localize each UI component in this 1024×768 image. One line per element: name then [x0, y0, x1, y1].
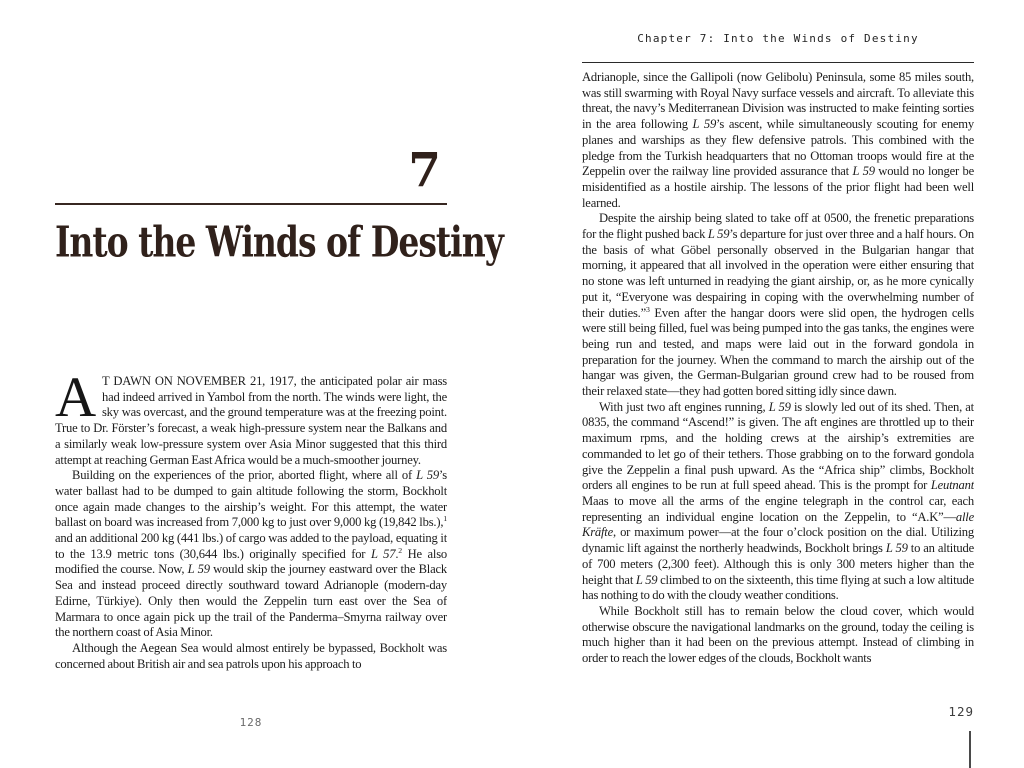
paragraph — [55, 641, 447, 672]
text-segment: L 59 — [416, 468, 439, 483]
text-segment: L 59 — [187, 562, 210, 577]
text-segment: L 59 — [692, 117, 717, 132]
text-segment: Adrianople, since the Gallipoli (now Gelibolu) Peninsula, some 85 miles south, was still swarming with Royal Navy surface vessels and aircraft. To alleviate this threat, the navy’s Mediterranean Division was instructed to make feinting sorties in the area following — [582, 70, 974, 132]
page-corner-rule — [969, 731, 971, 768]
chapter-head — [55, 143, 503, 268]
text-segment: would no longer be misidentified as a hostile airship. The lessons of the prior flight had been well learned. — [582, 164, 974, 210]
text-segment: alle Kräfte — [582, 509, 974, 540]
footnote-marker: 1 — [443, 514, 447, 524]
text-segment: Even after the hangar doors were slid open, the hydrogen cells were still being filled, fuel was being pumped into the gas tanks, the engines were being run and tested, and maps were laid out in the forward gondola in preparation for the journey. When the command to march the airship out of the hangar was given, the German-Bulgarian ground crew had to be roused from their relaxed state—they had gotten bored sitting idly since dawn. — [582, 305, 974, 399]
text-segment: ’s ascent, while simultaneously scouting for enemy planes and warships as they flew defensive patrols. This combined with the pledge from the Turkish headquarters that no Ottoman troops would fire at the Zeppelin over the railway line provided assurance that — [582, 117, 974, 179]
text-segment: He also modified the course. Now, — [55, 546, 447, 577]
text-segment: With just two aft engines running, — [599, 399, 769, 414]
text-segment: Although the Aegean Sea would almost entirely be bypassed, Bockholt was concerned about British air and sea patrols upon his approach to — [55, 640, 447, 671]
running-head: Chapter 7: Into the Winds of Destiny — [637, 32, 919, 45]
text-segment: T DAWN ON NOVEMBER 21, 1917, the anticipated polar air mass had indeed arrived in Yambol from the north. The winds were light, the sky was overcast, and the ground temperature was at the freezing point. True to Dr. Förster’s forecast, a weak high-pressure system near the Balkans and a similarly weak low-pressure system over Asia Minor suggested that this third attempt at reaching German East Africa would be a much-smoother journey. — [55, 374, 447, 467]
left-page-body — [55, 374, 447, 706]
text-segment: ’s water ballast had to be dumped to gain altitude following the storm, Bockholt once again made changes to the airship’s weight. For this attempt, the water ballast on board was increased from 7,000 kg to just over 9,000 kg (19,842 lbs.), — [55, 468, 447, 530]
text-segment: Despite the airship being slated to take off at 0500, the frenetic preparations for the flight pushed back — [582, 211, 974, 242]
footnote-marker: 3 — [646, 304, 650, 314]
text-segment: L 59 — [768, 399, 791, 414]
text-segment: . — [395, 546, 399, 561]
right-page-body — [582, 70, 974, 718]
text-segment: is slowly led out of its shed. Then, at 0835, the command “Ascend!” is given. The aft engines are throttled up to their maximum rpms, and the holding crews at the airship’s extremities are commanded to let go of their tethers. Those grabbing on to the forward gondola give the Zeppelin a final push upward. As the “Africa ship” climbs, Bockholt orders all engines to be run at full speed ahead. This is the prompt for — [582, 399, 974, 493]
page-number-right: 129 — [948, 704, 974, 719]
paragraph — [55, 374, 447, 468]
paragraph — [55, 468, 447, 641]
paragraph — [582, 211, 974, 399]
text-segment: Leutnant — [930, 478, 974, 493]
text-segment: L 59 — [885, 541, 908, 556]
text-segment: , or maximum power—at the four o’clock position on the dial. Utilizing dynamic lift against the northerly headwinds, Bockholt brings — [582, 525, 974, 556]
running-head-rule — [582, 62, 974, 63]
text-segment: L 59 — [707, 227, 730, 242]
text-segment: Building on the experiences of the prior, aborted flight, where all of — [72, 468, 417, 483]
text-segment: L 57 — [370, 546, 396, 561]
chapter-title: Into the Winds of Destiny — [55, 217, 503, 268]
text-segment: and an additional 200 kg (441 lbs.) of cargo was added to the payload, equating it to the 13.9 metric tons (30,644 lbs.) originally specified for — [55, 531, 447, 561]
footnote-marker: 2 — [398, 545, 402, 555]
chapter-number: 7 — [408, 143, 441, 198]
text-segment: ’s departure for just over three and a half hours. On the basis of what Göbel personally observed in the Bulgarian hangar that morning, it appeared that all involved in the operation were either ensuring that no stone was left unturned in readying the giant airship, or, as he more cynically put it, “Everyone was despairing in coping with the overwhelming number of their duties.” — [582, 227, 974, 320]
text-segment: to an altitude of 700 meters (2,300 feet). Although this is only 300 meters higher than the height that — [582, 541, 974, 587]
chapter-rule — [55, 203, 447, 205]
text-segment: would skip the journey eastward over the Black Sea and instead proceed directly southward toward Adrianople (modern-day Edirne, Türkiye). Only then would the Zeppelin turn east over the Sea of Marmara to once again pick up the trail of the Panderma–Smyrna railway over the northern coast of Asia Minor. — [55, 562, 447, 640]
text-segment: climbed to on the sixteenth, this time flying at such a low altitude has nothing to do with the cloudy weather conditions. — [582, 572, 974, 603]
text-segment: L 59 — [852, 164, 875, 179]
paragraph — [582, 604, 974, 667]
text-segment: While Bockholt still has to remain below the cloud cover, which would otherwise obscure the navigational landmarks on the ground, today the ceiling is much higher than it had been on the previous attempt. Instead of climbing in order to reach the lower edges of the clouds, Bockholt wants — [582, 603, 974, 666]
drop-cap: A — [55, 374, 96, 429]
paragraph — [582, 70, 974, 211]
paragraph — [582, 400, 974, 604]
text-segment: Maas to move all the arms of the engine telegraph in the control car, each representing an individual engine location on the Zeppelin, to “A.K”— — [582, 493, 974, 524]
page-number-left: 128 — [239, 716, 263, 729]
text-segment: L 59 — [635, 572, 658, 587]
